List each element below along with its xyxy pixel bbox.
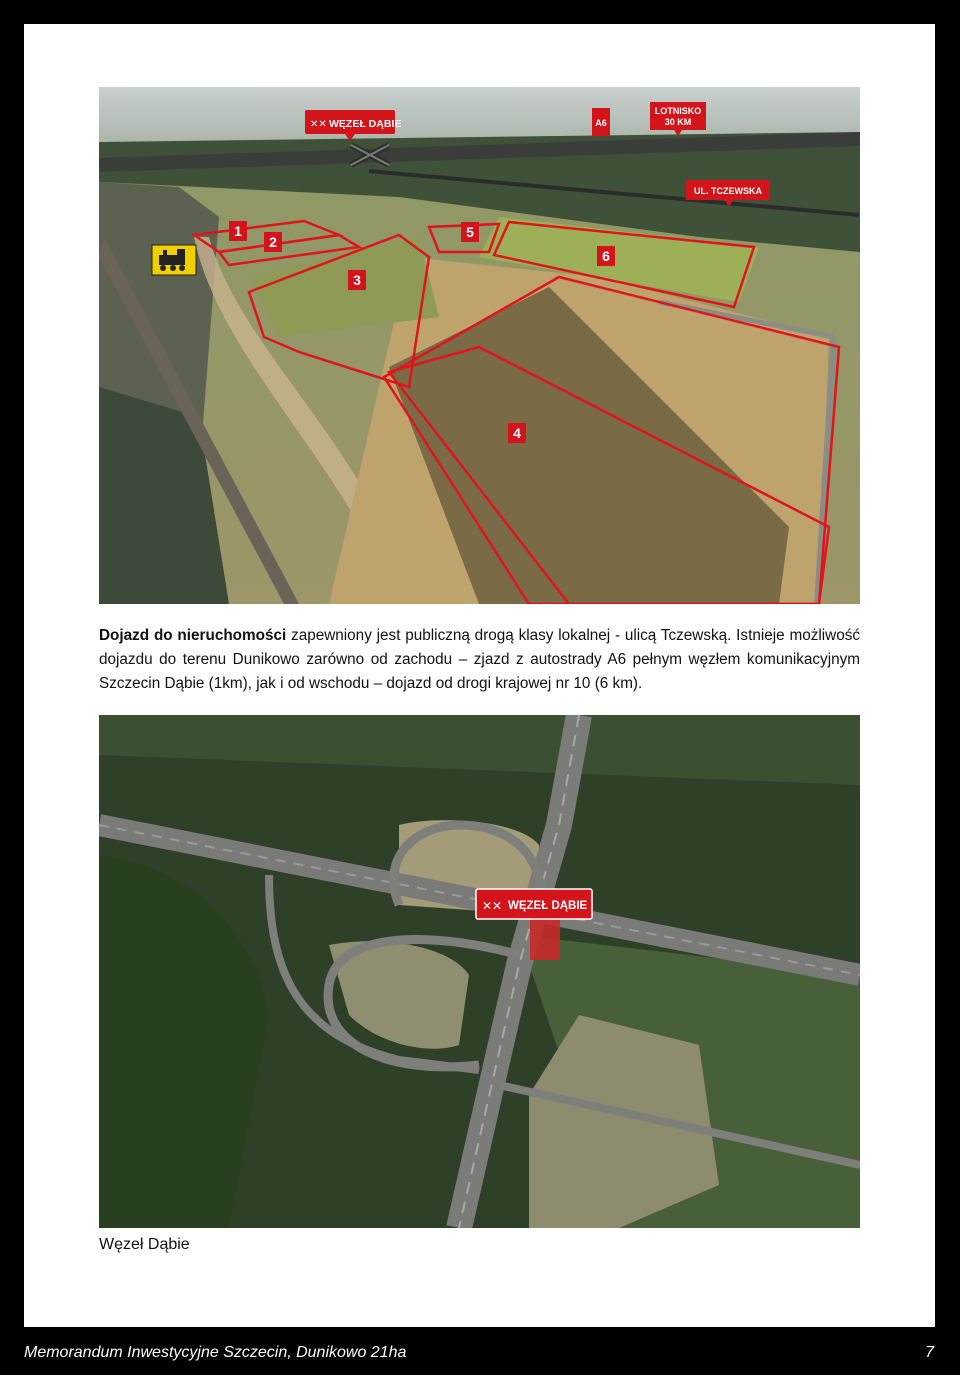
page-number: 7 <box>925 1344 934 1361</box>
footer-bar <box>0 1327 960 1375</box>
plot-label-6: 6 <box>602 248 610 264</box>
plot-label-3: 3 <box>353 272 361 288</box>
plot-label-4: 4 <box>513 425 521 441</box>
a6-sign <box>592 108 610 136</box>
plot-label-5: 5 <box>466 224 474 240</box>
junction-sign-photo2 <box>476 889 592 919</box>
junction-sign-photo2-label: WĘZEŁ DĄBIE <box>508 900 588 912</box>
a6-label: A6 <box>595 118 607 128</box>
airport-label-line1: LOTNISKO <box>654 106 702 116</box>
access-description <box>99 624 860 696</box>
x-mark-icon: ✕✕ <box>482 899 503 913</box>
plot-label-2: 2 <box>269 234 277 250</box>
street-label: UL. TCZEWSKA <box>694 186 762 196</box>
train-station-icon <box>152 245 196 275</box>
access-body: zapewniony jest publiczną drogą klasy lokalnej - ulicą Tczewską. Istnieje możliwość dojazdu do terenu Dunikowo zarówno od zachodu – zjazd z autostrady A6 pełnym węzłem komunikacyjnym Szczecin Dąbie (1km), jak i od wschodu – dojazd od drogi krajowej nr 10 (6 km). <box>99 627 860 692</box>
photo-caption: Węzeł Dąbie <box>99 1236 190 1253</box>
plot-label-1: 1 <box>234 223 242 239</box>
access-heading: Dojazd do nieruchomości <box>99 627 287 644</box>
junction-sign-label: WĘZEŁ DĄBIE <box>329 118 402 130</box>
aerial-photo-plots <box>99 87 860 604</box>
x-mark-icon: ✕✕ <box>310 119 327 130</box>
airport-label-line2: 30 KM <box>664 117 692 127</box>
aerial-photo-interchange <box>99 715 860 1228</box>
footer-title: Memorandum Inwestycyjne Szczecin, Dunikowo 21ha <box>24 1344 407 1361</box>
